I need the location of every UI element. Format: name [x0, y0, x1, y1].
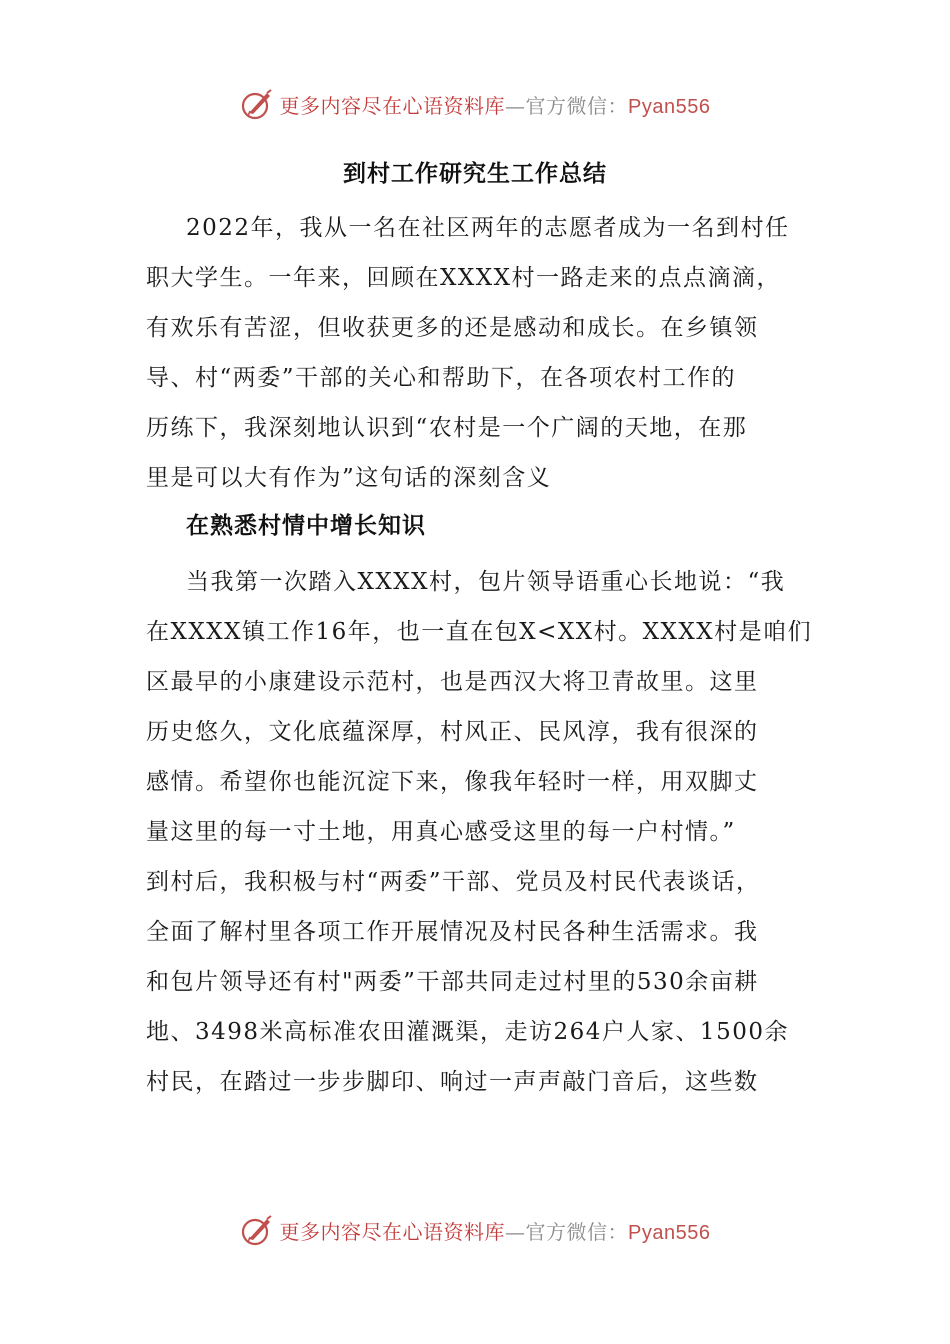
paragraph-line: 村民，在踏过一步步脚印、响过一声声敲门音后，这些数	[146, 1069, 759, 1095]
watermark-main: 更多内容尽在心语资料库	[279, 1219, 506, 1244]
section-heading: 在熟悉村情中增长知识	[186, 513, 426, 539]
watermark-text	[280, 1216, 711, 1245]
quill-pen-circle-icon	[240, 1213, 274, 1247]
header-watermark	[0, 84, 950, 124]
paragraph-line: 里是可以大有作为”这句话的深刻含义	[146, 465, 552, 491]
document-title: 到村工作研究生工作总结	[343, 161, 607, 187]
paragraph-line: 在XXXX镇工作16年，也一直在包X<XX村。XXXX村是咱们	[146, 619, 813, 645]
watermark-sub: 官方微信：	[525, 1219, 629, 1244]
paragraph-line: 到村后，我积极与村“两委”干部、党员及村民代表谈话，	[146, 869, 761, 895]
paragraph-line: 量这里的每一寸土地，用真心感受这里的每一户村情。”	[146, 819, 736, 845]
paragraph-2	[146, 557, 813, 1107]
paragraph-line: 2022年，我从一名在社区两年的志愿者成为一名到村任	[186, 215, 790, 241]
paragraph-line: 导、村“两委”干部的关心和帮助下，在各项农村工作的	[146, 365, 737, 391]
footer-watermark	[0, 1210, 950, 1250]
paragraph-line: 有欢乐有苦涩，但收获更多的还是感动和成长。在乡镇领	[146, 315, 759, 341]
watermark-id: Pyan556	[628, 95, 711, 118]
watermark-separator: —	[505, 93, 526, 118]
paragraph-line: 全面了解村里各项工作开展情况及村民各种生活需求。我	[146, 919, 759, 945]
watermark-id: Pyan556	[628, 1221, 711, 1244]
paragraph-line: 历史悠久，文化底蕴深厚，村风正、民风淳，我有很深的	[146, 719, 759, 745]
paragraph-line: 当我第一次踏入XXXX村，包片领导语重心长地说：“我	[186, 569, 786, 595]
paragraph-line: 区最早的小康建设示范村，也是西汉大将卫青故里。这里	[146, 669, 759, 695]
paragraph-line: 感情。希望你也能沉淀下来，像我年轻时一样，用双脚丈	[146, 769, 759, 795]
watermark-sub: 官方微信：	[525, 93, 629, 118]
paragraph-line: 和包片领导还有村"两委”干部共同走过村里的530余亩耕	[146, 969, 759, 995]
watermark-main: 更多内容尽在心语资料库	[279, 93, 506, 118]
watermark-separator: —	[505, 1219, 526, 1244]
paragraph-1	[146, 203, 806, 503]
paragraph-line: 职大学生。一年来，回顾在XXXX村一路走来的点点滴滴，	[146, 265, 781, 291]
paragraph-line: 历练下，我深刻地认识到“农村是一个广阔的天地，在那	[146, 415, 748, 441]
quill-pen-circle-icon	[240, 87, 274, 121]
watermark-text	[280, 90, 711, 119]
paragraph-line: 地、3498米高标准农田灌溉渠，走访264户人家、1500余	[146, 1019, 789, 1045]
